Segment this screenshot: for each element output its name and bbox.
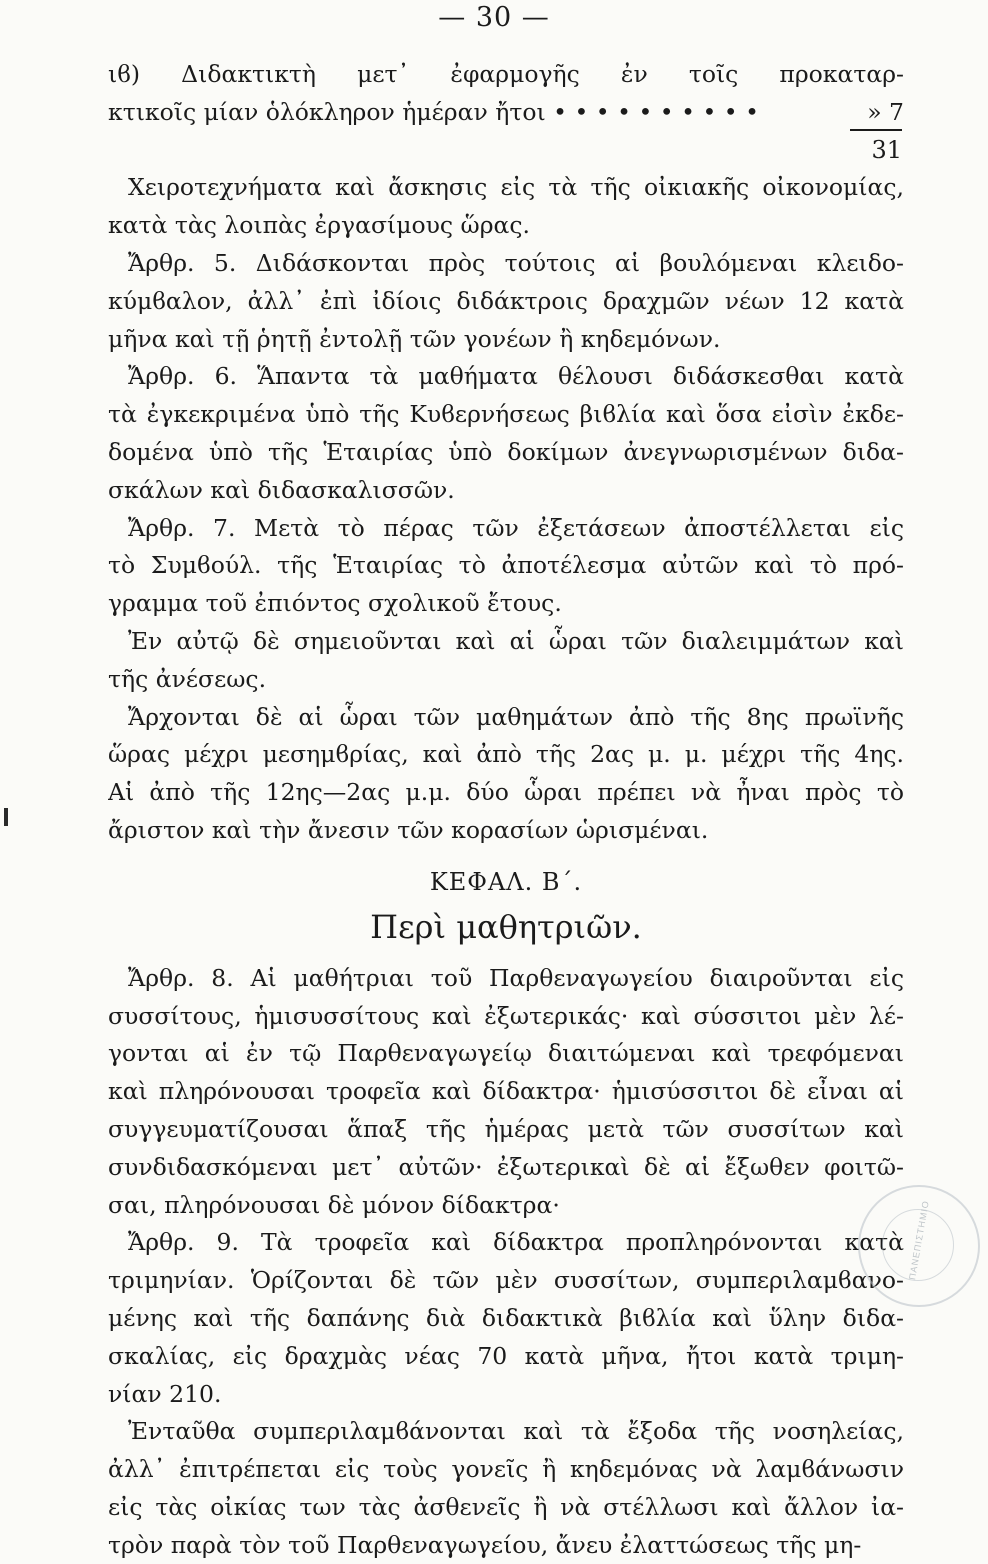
stamp-text: ΠΑΝΕΠΙΣΤΗΜΙΟ: [907, 1199, 931, 1281]
section-16-line-1: ιϐ) Διδακτικτὴ μετ᾽ ἐφαρμογῆς ἐν τοῖς προκαταρ-: [108, 60, 904, 88]
paragraph-arthr-9: [108, 1224, 904, 1413]
text-line: Χειροτεχνήματα καὶ ἄσκησις εἰς τὰ τῆς οἰκιακῆς οἰκονομίας,: [128, 173, 904, 202]
text-line: σκαλίας, εἰς δραχμὰς νέας 70 κατὰ μῆνα, ἤτοι κατὰ τριμη-: [108, 1341, 904, 1370]
text-line: μένης καὶ τῆς δαπάνης διὰ διδακτικὰ βιϐλία καὶ ὕλην διδα-: [108, 1303, 904, 1332]
text-line: τριμηνίαν. Ὁρίζονται δὲ τῶν μὲν συσσίτων, συμπεριλαμϐανο-: [108, 1266, 904, 1295]
text-line: εἰς τὰς οἰκίας των τὰς ἀσθενεῖς ἢ νὰ στέλλωσι καὶ ἄλλον ἰα-: [108, 1492, 904, 1521]
section-16-value: » 7: [867, 97, 904, 126]
text-line: Αἱ ἀπὸ τῆς 12ης—2ας μ.μ. δύο ὧραι πρέπει νὰ ἦναι πρὸς τὸ: [108, 778, 904, 807]
text-line: συγγευματίζουσαι ἅπαξ τῆς ἡμέρας μετὰ τῶν συσσίτων καὶ: [108, 1114, 904, 1143]
text-line: Ἐνταῦθα συμπεριλαμϐάνονται καὶ τὰ ἔξοδα τῆς νοσηλείας,: [128, 1417, 904, 1446]
text-line: σαι, πληρόνουσαι δὲ μόνον δίδακτρα·: [108, 1190, 560, 1219]
section-16-text: κτικοῖς μίαν ὁλόκληρον ἡμέραν ἤτοι • • • • • • • • • •: [108, 97, 759, 126]
paragraph-arthr-8: [108, 960, 904, 1225]
page-number: — 30 —: [438, 2, 550, 33]
text-line: συσσίτους, ἡμισυσσίτους καὶ ἐξωτερικάς· καὶ σύσσιτοι μὲν λέ-: [108, 1001, 904, 1030]
paragraph-breaks: [108, 623, 904, 699]
section-16-line-2: [108, 94, 904, 132]
text-line: καὶ πληρόνουσαι τροφεῖα καὶ δίδακτρα· ἡμισύσσιτοι δὲ εἶναι αἱ: [108, 1077, 904, 1106]
text-line: Ἄρθρ. 8. Αἱ μαθήτριαι τοῦ Παρθεναγωγείου διαιροῦνται εἰς: [128, 963, 904, 992]
text-line: δομένα ὑπὸ τῆς Ἑταιρίας ὑπὸ δοκίμων ἀνεγνωρισμένων διδα-: [108, 437, 904, 466]
text-line: τῆς ἀνέσεως.: [108, 664, 267, 693]
text-line: ἀλλ᾽ ἐπιτρέπεται εἰς τοὺς γονεῖς ἢ κηδεμόνας νὰ λαμϐάνωσιν: [108, 1455, 904, 1484]
paragraph-nursing: [108, 1413, 904, 1564]
text-line: σκάλων καὶ διδασκαλισσῶν.: [108, 475, 455, 504]
total-rule: [850, 129, 902, 131]
margin-mark: [4, 808, 8, 826]
text-line: κύμϐαλον, ἀλλ᾽ ἐπὶ ἰδίοις διδάκτροις δραχμῶν νέων 12 κατὰ: [108, 286, 904, 315]
total-line: [108, 132, 904, 170]
paragraph-arthr-7: [108, 510, 904, 623]
text-line: μῆνα καὶ τῇ ῥητῇ ἐντολῇ τῶν γονέων ἢ κηδεμόνων.: [108, 324, 721, 353]
paragraph-arthr-5: [108, 245, 904, 358]
text-line: γραμμα τοῦ ἐπιόντος σχολικοῦ ἔτους.: [108, 589, 562, 618]
paragraphs-after-chapter: [108, 960, 904, 1564]
text-line: Ἄρχονται δὲ αἱ ὧραι τῶν μαθημάτων ἀπὸ τῆς 8ης πρωϊνῆς: [128, 702, 904, 731]
page-body: [108, 56, 904, 1564]
library-stamp: [858, 1185, 980, 1307]
text-line: Ἐν αὐτῷ δὲ σημειοῦνται καὶ αἱ ὧραι τῶν διαλειμμάτων καὶ: [128, 626, 904, 655]
paragraphs-before-chapter: [108, 169, 904, 849]
text-line: τὸ Συμϐούλ. τῆς Ἑταιρίας τὸ ἀποτέλεσμα αὐτῶν καὶ τὸ πρό-: [108, 551, 904, 580]
total-value: 31: [871, 135, 902, 164]
text-line: γονται αἱ ἐν τῷ Παρθεναγωγείῳ διαιτώμεναι καὶ τρεφόμεναι: [108, 1039, 904, 1068]
paragraph-arthr-6: [108, 358, 904, 509]
chapter-title: Περὶ μαθητριῶν.: [370, 907, 642, 946]
text-line: ὥρας μέχρι μεσημϐρίας, καὶ ἀπὸ τῆς 2ας μ. μ. μέχρι τῆς 4ης.: [108, 740, 904, 769]
paragraph-hours: [108, 699, 904, 850]
paragraph-handcrafts: [108, 169, 904, 245]
chapter-label: ΚΕΦΑΛ. Β΄.: [429, 867, 583, 896]
text-line: συνδιδασκόμεναι μετ᾽ αὐτῶν· ἐξωτερικαὶ δὲ αἱ ἔξωθεν φοιτῶ-: [108, 1152, 904, 1181]
text-line: Ἄρθρ. 6. Ἅπαντα τὰ μαθήματα θέλουσι διδάσκεσθαι κατὰ: [128, 362, 904, 391]
text-line: κατὰ τὰς λοιπὰς ἐργασίμους ὥρας.: [108, 211, 531, 240]
text-line: Ἄρθρ. 7. Μετὰ τὸ πέρας τῶν ἐξετάσεων ἀποστέλλεται εἰς: [128, 513, 904, 542]
text-line: νίαν 210.: [108, 1379, 222, 1408]
text-line: τὰ ἐγκεκριμένα ὑπὸ τῆς Κυϐερνήσεως βιϐλία καὶ ὅσα εἰσὶν ἐκδε-: [108, 400, 904, 429]
text-line: Ἄρθρ. 9. Τὰ τροφεῖα καὶ δίδακτρα προπληρόνονται κατὰ: [128, 1228, 904, 1257]
text-line: τρὸν παρὰ τὸν τοῦ Παρθεναγωγείου, ἄνευ ἐλαττώσεως τῆς μη-: [108, 1530, 862, 1559]
text-line: ἄριστον καὶ τὴν ἄνεσιν τῶν κορασίων ὡρισμέναι.: [108, 815, 709, 844]
text-line: Ἄρθρ. 5. Διδάσκονται πρὸς τούτοις αἱ βουλόμεναι κλειδο-: [128, 248, 904, 277]
